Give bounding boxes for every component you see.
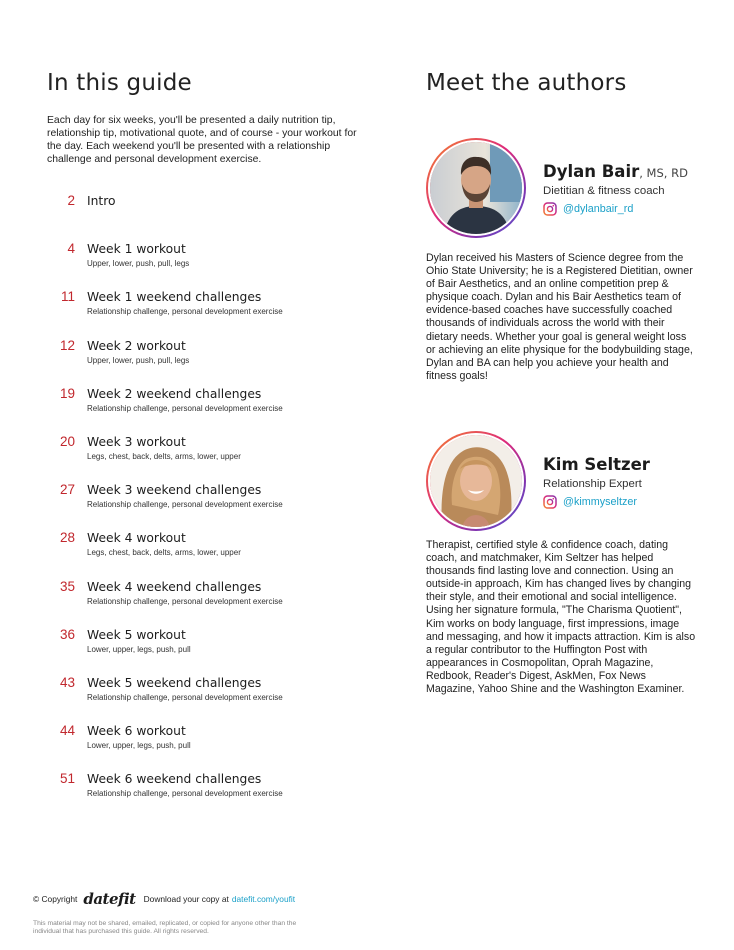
guide-intro: Each day for six weeks, you'll be presented a daily nutrition tip, relationship tip, motivational quote, and of course - your workout for the day. Each weekend you'll be presented with a relationship challenge and personal development exercise.: [47, 115, 357, 165]
toc-title: Week 5 workout: [87, 627, 186, 642]
toc-subtitle: Upper, lower, push, pull, legs: [87, 355, 190, 365]
toc-subtitle: Relationship challenge, personal development exercise: [87, 692, 283, 702]
author-handle-text[interactable]: @dylanbair_rd: [563, 203, 634, 215]
toc-subtitle: Legs, chest, back, delts, arms, lower, upper: [87, 451, 241, 461]
toc-page-number: 4: [67, 241, 75, 257]
toc-page-number: 28: [59, 530, 75, 546]
toc-title: Week 4 weekend challenges: [87, 579, 262, 594]
toc-title: Week 2 weekend challenges: [87, 386, 262, 401]
toc-title: Week 5 weekend challenges: [87, 675, 262, 690]
toc-item[interactable]: [47, 386, 367, 434]
author-photo-dylan: [430, 142, 522, 234]
toc-page-number: 20: [59, 433, 75, 449]
toc-title: Week 6 workout: [87, 724, 186, 739]
copyright-text: © Copyright: [33, 894, 78, 904]
toc-item[interactable]: [47, 434, 367, 482]
toc-item[interactable]: [47, 241, 367, 289]
toc-subtitle: Legs, chest, back, delts, arms, lower, upper: [87, 548, 241, 558]
author-card-dylan: [426, 138, 706, 383]
toc-item[interactable]: [47, 627, 367, 675]
authors-section: [426, 70, 706, 696]
author-photo-kim: [430, 435, 522, 527]
table-of-contents: [47, 193, 367, 819]
avatar: [426, 431, 526, 531]
toc-title: Week 4 workout: [87, 531, 186, 546]
toc-page-number: 44: [59, 723, 75, 739]
author-bio: Dylan received his Masters of Science degree from the Ohio State University; he is a Registered Dietitian, owner of Bair Aesthetics, and an online competition prep & physique coach. Dylan and his Bair Aesthetics team of evidence-based coaches have successfully coached thousands of individuals across the world with their dietary needs. Whether your goal is general weight loss or achieving an elite physique for the bodybuilding stage, Dylan and BA can help you achieve your health and fitness goals!: [426, 252, 693, 382]
toc-title: Intro: [87, 194, 116, 208]
toc-page-number: 36: [59, 626, 75, 642]
author-credentials: , MS, RD: [639, 166, 688, 180]
toc-page-number: 2: [67, 193, 75, 208]
author-social[interactable]: [543, 495, 706, 509]
toc-page-number: 43: [59, 674, 75, 690]
author-card-kim: [426, 431, 706, 696]
toc-item[interactable]: [47, 338, 367, 386]
toc-title: Week 1 workout: [87, 242, 186, 257]
toc-subtitle: Relationship challenge, personal development exercise: [87, 596, 283, 606]
page-footer: [33, 890, 333, 937]
toc-item[interactable]: [47, 675, 367, 723]
author-handle-text[interactable]: @kimmyseltzer: [563, 495, 637, 508]
author-role: Relationship Expert: [543, 477, 642, 490]
toc-page-number: 35: [59, 578, 75, 594]
toc-title: Week 3 weekend challenges: [87, 483, 262, 498]
toc-subtitle: Relationship challenge, personal development exercise: [87, 789, 283, 799]
toc-subtitle: Relationship challenge, personal development exercise: [87, 500, 283, 510]
toc-item[interactable]: [47, 289, 367, 337]
author-role: Dietitian & fitness coach: [543, 185, 665, 197]
toc-title: Week 3 workout: [87, 434, 186, 449]
author-name: Dylan Bair: [543, 162, 640, 181]
toc-subtitle: Lower, upper, legs, push, pull: [87, 644, 191, 654]
author-social[interactable]: [543, 202, 706, 216]
toc-subtitle: Relationship challenge, personal development exercise: [87, 307, 283, 317]
author-name: Kim Seltzer: [543, 454, 650, 474]
toc-page-number: 51: [59, 771, 75, 787]
download-text: Download your copy at: [143, 894, 229, 904]
toc-page-number: 27: [59, 482, 75, 498]
author-bio: Therapist, certified style & confidence coach, dating coach, and matchmaker, Kim Seltzer has helped thousands find lasting love and connection. Using an outside-in approach, Kim has changed lives by changing their style, and their emotional and social intelligence. Using her signature formula, "The Charisma Quotient", Kim works on body language, first impressions, image and messaging, and how it impacts attraction. Kim is also a regular contributor to the Huffington Post with appearances in Cosmopolitan, Oprah Magazine, Redbook, Reader's Digest, AskMen, Fox News Magazine, Yahoo Shine and the Washington Examiner.: [426, 538, 696, 695]
legal-notice: This material may not be shared, emailed, replicated, or copied for anyone other than the individual that has purchased this guide. All rights reserved.: [33, 920, 297, 936]
brand-logo: datefit: [83, 890, 136, 908]
toc-title: Week 6 weekend challenges: [87, 772, 262, 787]
toc-page-number: 12: [59, 337, 75, 353]
toc-item[interactable]: [47, 723, 367, 771]
toc-item[interactable]: [47, 530, 367, 578]
instagram-icon: [543, 495, 557, 509]
toc-item[interactable]: [47, 579, 367, 627]
guide-title: In this guide: [47, 70, 192, 96]
guide-section: [47, 70, 367, 819]
download-link[interactable]: datefit.com/youfit: [231, 894, 296, 904]
toc-subtitle: Lower, upper, legs, push, pull: [87, 741, 191, 751]
authors-title: Meet the authors: [426, 70, 627, 96]
toc-title: Week 1 weekend challenges: [87, 290, 262, 305]
toc-item[interactable]: [47, 193, 367, 241]
toc-subtitle: Upper, lower, push, pull, legs: [87, 259, 190, 269]
toc-item[interactable]: [47, 482, 367, 530]
toc-page-number: 11: [60, 289, 75, 305]
toc-item[interactable]: [47, 771, 367, 819]
toc-subtitle: Relationship challenge, personal development exercise: [87, 403, 283, 413]
toc-title: Week 2 workout: [87, 338, 186, 353]
avatar: [426, 138, 526, 238]
toc-page-number: 19: [59, 385, 75, 401]
instagram-icon: [543, 202, 557, 216]
